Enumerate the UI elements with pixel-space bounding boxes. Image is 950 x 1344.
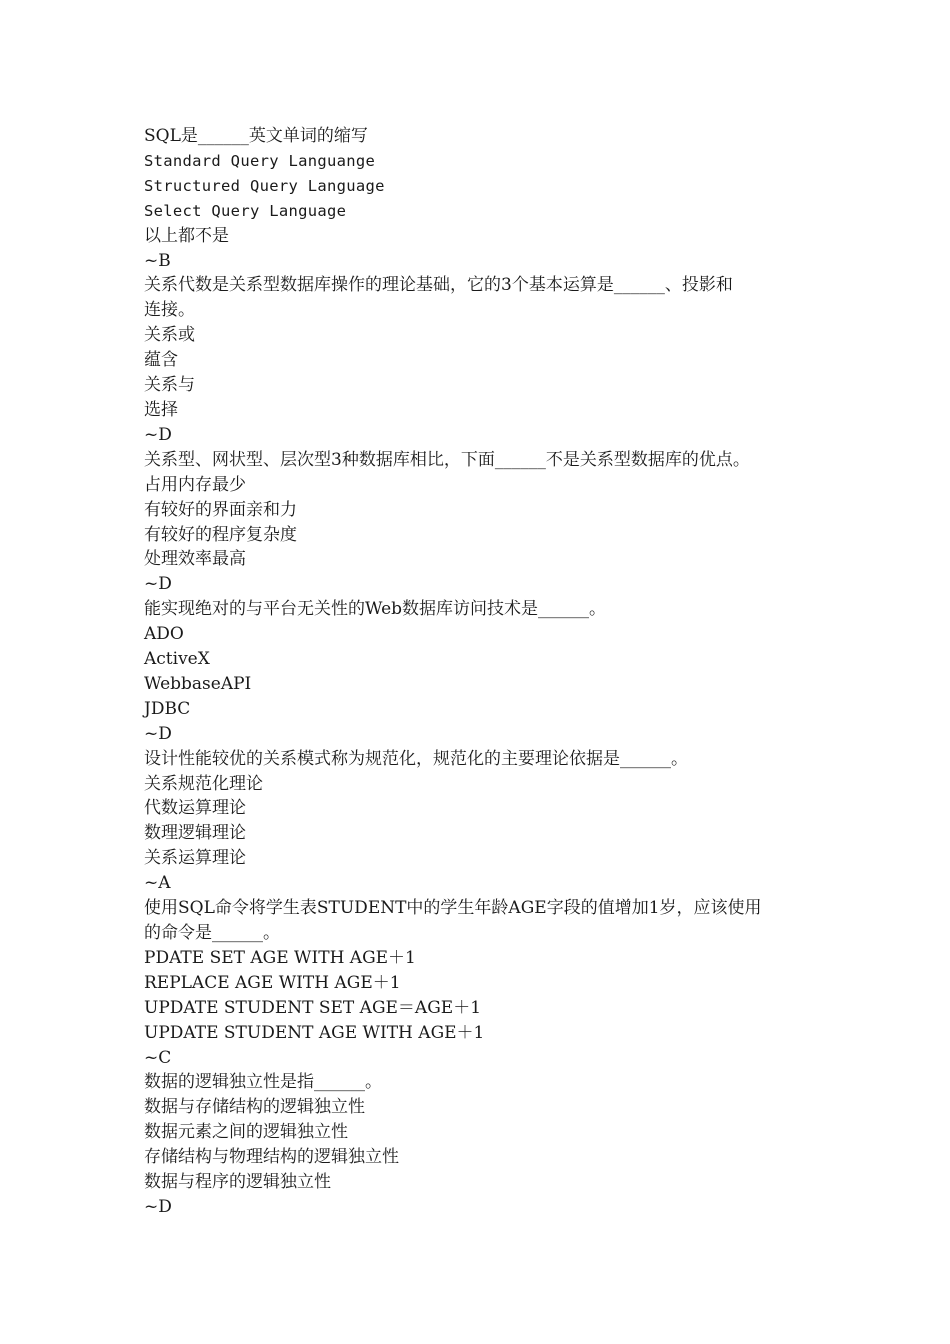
question-stem: 设计性能较优的关系模式称为规范化，规范化的主要理论依据是______。	[144, 748, 688, 769]
option-line: 占用内存最少	[144, 474, 246, 495]
answer-key: ~B	[144, 250, 171, 271]
answer-key: ~D	[144, 424, 172, 445]
option-line: Select Query Language	[144, 201, 347, 220]
option-line: 数据元素之间的逻辑独立性	[144, 1122, 348, 1143]
question-block	[144, 1070, 814, 1219]
option-line: 关系运算理论	[144, 848, 246, 869]
answer-key: ~D	[144, 1196, 172, 1217]
option-line: ActiveX	[144, 649, 210, 670]
option-line: 关系或	[144, 325, 195, 346]
option-line: 关系与	[144, 375, 195, 396]
option-line: JDBC	[144, 698, 191, 719]
option-line: 蕴含	[144, 350, 178, 371]
option-line: Standard Query Languange	[144, 151, 376, 170]
option-line: 有较好的界面亲和力	[144, 499, 297, 520]
option-line: 数理逻辑理论	[144, 823, 246, 844]
question-stem: 使用SQL命令将学生表STUDENT中的学生年龄AGE字段的值增加1岁，应该使用	[144, 898, 762, 919]
question-stem: SQL是______英文单词的缩写	[144, 126, 368, 146]
question-block	[144, 124, 814, 273]
option-line: PDATE SET AGE WITH AGE＋1	[144, 947, 416, 968]
question-block	[144, 896, 814, 1070]
question-stem: 数据的逻辑独立性是指______。	[144, 1072, 382, 1093]
option-line: 处理效率最高	[144, 549, 246, 570]
document-page	[144, 124, 814, 1220]
answer-key: ~D	[144, 723, 172, 744]
question-block	[144, 747, 814, 896]
option-line: WebbaseAPI	[144, 673, 252, 694]
question-block	[144, 597, 814, 746]
option-line: Structured Query Language	[144, 176, 385, 195]
option-line: UPDATE STUDENT AGE WITH AGE＋1	[144, 1022, 485, 1043]
answer-key: ~A	[144, 873, 171, 894]
option-line: 数据与存储结构的逻辑独立性	[144, 1097, 365, 1118]
option-line: 代数运算理论	[144, 798, 246, 819]
question-stem: 能实现绝对的与平台无关性的Web数据库访问技术是______。	[144, 599, 607, 620]
option-line: ADO	[144, 624, 184, 645]
question-block	[144, 448, 814, 597]
option-line: 关系规范化理论	[144, 773, 263, 794]
question-block	[144, 273, 814, 447]
answer-key: ~C	[144, 1047, 172, 1068]
option-line: 以上都不是	[144, 225, 229, 246]
option-line: REPLACE AGE WITH AGE＋1	[144, 972, 401, 993]
option-line: UPDATE STUDENT SET AGE＝AGE＋1	[144, 997, 482, 1018]
answer-key: ~D	[144, 574, 172, 595]
question-stem: 连接。	[144, 300, 195, 321]
option-line: 有较好的程序复杂度	[144, 524, 297, 545]
question-stem: 的命令是______。	[144, 923, 280, 943]
option-line: 存储结构与物理结构的逻辑独立性	[144, 1147, 399, 1168]
option-line: 选择	[144, 399, 178, 420]
option-line: 数据与程序的逻辑独立性	[144, 1172, 331, 1193]
question-stem: 关系代数是关系型数据库操作的理论基础，它的3个基本运算是______、投影和	[144, 275, 733, 296]
question-stem: 关系型、网状型、层次型3种数据库相比，下面______不是关系型数据库的优点。	[144, 449, 750, 470]
